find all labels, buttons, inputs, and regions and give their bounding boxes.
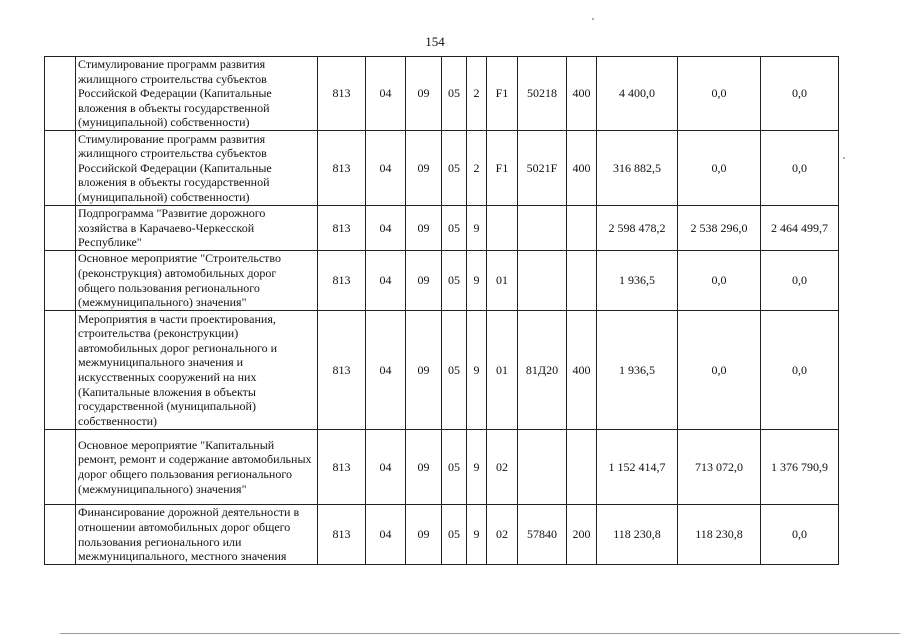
cell-rz: 04 [366, 57, 406, 131]
cell-prog: 05 [442, 206, 467, 251]
scan-speck [592, 18, 594, 20]
cell-ved: 813 [318, 251, 366, 311]
cell-rz: 04 [366, 206, 406, 251]
cell-sub: 9 [467, 505, 487, 565]
cell-mer: 02 [487, 430, 518, 505]
table-body [45, 57, 839, 565]
cell-dir: 50218 [518, 57, 567, 131]
table-row [45, 57, 839, 131]
cell-mer: 02 [487, 505, 518, 565]
cell-pr: 09 [406, 206, 442, 251]
table-row [45, 206, 839, 251]
cell-vr [567, 430, 597, 505]
row-name: Финансирование дорожной деятельности в отношении автомобильных дорог общего пользования регионального или межмуниципального, местного значения [76, 505, 318, 565]
cell-prog: 05 [442, 251, 467, 311]
row-name: Стимулирование программ развития жилищного строительства субъектов Российской Федерации (Капитальные вложения в объекты государственной (муниципальной) собственности) [76, 57, 318, 131]
blank-cell [45, 430, 76, 505]
cell-vr: 400 [567, 57, 597, 131]
cell-ved: 813 [318, 131, 366, 206]
cell-pr: 09 [406, 505, 442, 565]
row-name: Подпрограмма "Развитие дорожного хозяйства в Карачаево-Черкесской Республике" [76, 206, 318, 251]
scan-edge-line [60, 633, 900, 634]
cell-year3: 0,0 [761, 251, 839, 311]
cell-mer: 01 [487, 251, 518, 311]
cell-year1: 118 230,8 [597, 505, 678, 565]
cell-mer: 01 [487, 311, 518, 430]
table-row [45, 311, 839, 430]
cell-year3: 0,0 [761, 131, 839, 206]
budget-table [44, 56, 839, 565]
cell-year2: 2 538 296,0 [678, 206, 761, 251]
cell-year3: 0,0 [761, 57, 839, 131]
blank-cell [45, 505, 76, 565]
cell-rz: 04 [366, 311, 406, 430]
cell-prog: 05 [442, 311, 467, 430]
table-row [45, 505, 839, 565]
cell-year2: 0,0 [678, 131, 761, 206]
cell-vr: 200 [567, 505, 597, 565]
cell-year3: 2 464 499,7 [761, 206, 839, 251]
table-row [45, 430, 839, 505]
row-name: Мероприятия в части проектирования, строительства (реконструкции) автомобильных дорог регионального и межмуниципального значения и искусственных сооружений на них (Капитальные вложения в объекты государственной (муниципальной) собственности) [76, 311, 318, 430]
cell-year3: 0,0 [761, 311, 839, 430]
cell-ved: 813 [318, 505, 366, 565]
cell-ved: 813 [318, 430, 366, 505]
cell-year3: 1 376 790,9 [761, 430, 839, 505]
table-row [45, 131, 839, 206]
blank-cell [45, 206, 76, 251]
cell-prog: 05 [442, 57, 467, 131]
cell-year2: 0,0 [678, 251, 761, 311]
cell-vr [567, 251, 597, 311]
cell-vr: 400 [567, 131, 597, 206]
cell-sub: 9 [467, 311, 487, 430]
cell-pr: 09 [406, 430, 442, 505]
cell-rz: 04 [366, 251, 406, 311]
cell-year1: 1 936,5 [597, 311, 678, 430]
cell-dir [518, 251, 567, 311]
cell-pr: 09 [406, 311, 442, 430]
cell-sub: 9 [467, 251, 487, 311]
row-name: Стимулирование программ развития жилищного строительства субъектов Российской Федерации (Капитальные вложения в объекты государственной (муниципальной) собственности) [76, 131, 318, 206]
cell-rz: 04 [366, 430, 406, 505]
cell-sub: 2 [467, 57, 487, 131]
cell-year2: 0,0 [678, 57, 761, 131]
cell-dir [518, 430, 567, 505]
cell-year1: 1 936,5 [597, 251, 678, 311]
cell-pr: 09 [406, 131, 442, 206]
cell-year3: 0,0 [761, 505, 839, 565]
cell-prog: 05 [442, 505, 467, 565]
row-name: Основное мероприятие "Капитальный ремонт, ремонт и содержание автомобильных дорог общего пользования регионального (межмуниципального) значения" [76, 430, 318, 505]
cell-year1: 316 882,5 [597, 131, 678, 206]
cell-vr [567, 206, 597, 251]
cell-prog: 05 [442, 430, 467, 505]
scan-speck [843, 157, 845, 159]
cell-dir: 57840 [518, 505, 567, 565]
cell-ved: 813 [318, 57, 366, 131]
table-row [45, 251, 839, 311]
cell-rz: 04 [366, 505, 406, 565]
cell-pr: 09 [406, 251, 442, 311]
cell-dir: 5021F [518, 131, 567, 206]
cell-mer: F1 [487, 131, 518, 206]
cell-year2: 118 230,8 [678, 505, 761, 565]
cell-year2: 713 072,0 [678, 430, 761, 505]
cell-mer: F1 [487, 57, 518, 131]
cell-ved: 813 [318, 311, 366, 430]
cell-sub: 9 [467, 430, 487, 505]
blank-cell [45, 251, 76, 311]
cell-pr: 09 [406, 57, 442, 131]
cell-sub: 9 [467, 206, 487, 251]
cell-dir [518, 206, 567, 251]
blank-cell [45, 311, 76, 430]
cell-prog: 05 [442, 131, 467, 206]
cell-ved: 813 [318, 206, 366, 251]
cell-mer [487, 206, 518, 251]
blank-cell [45, 57, 76, 131]
cell-year2: 0,0 [678, 311, 761, 430]
page-number: 154 [425, 34, 445, 49]
cell-dir: 81Д20 [518, 311, 567, 430]
cell-year1: 4 400,0 [597, 57, 678, 131]
cell-vr: 400 [567, 311, 597, 430]
cell-year1: 1 152 414,7 [597, 430, 678, 505]
cell-year1: 2 598 478,2 [597, 206, 678, 251]
row-name: Основное мероприятие "Строительство (реконструкция) автомобильных дорог общего пользования регионального (межмуниципального) значения" [76, 251, 318, 311]
cell-sub: 2 [467, 131, 487, 206]
cell-rz: 04 [366, 131, 406, 206]
blank-cell [45, 131, 76, 206]
